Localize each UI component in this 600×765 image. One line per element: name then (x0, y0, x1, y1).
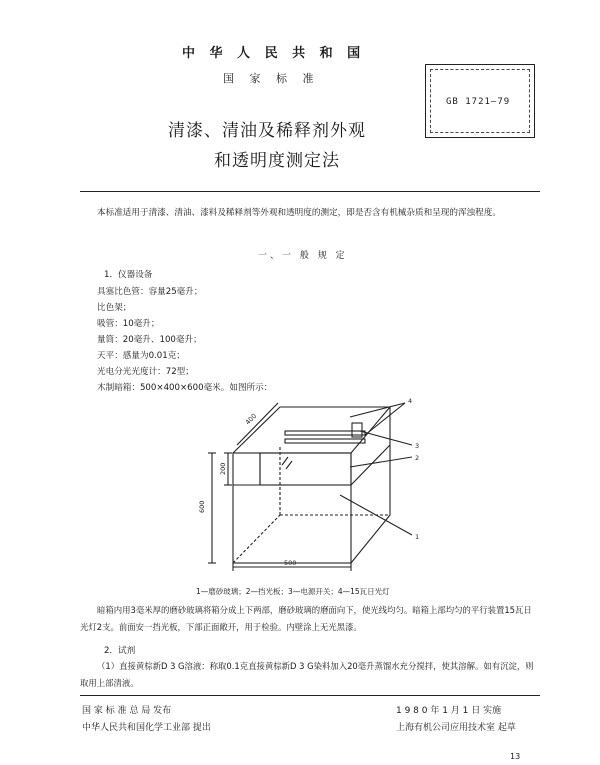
title-line-1: 清漆、清油及稀释剂外观 (168, 121, 366, 141)
effective-date: 1 9 8 0 年 1 月 1 日 实施 (396, 706, 502, 716)
reagent-subheading: 2．试剂 (104, 646, 136, 656)
frosted-glass-side (351, 445, 390, 485)
equipment-item: 具塞比色管：容量25毫升； (97, 287, 203, 297)
equipment-item: 木制暗箱：500×400×600毫米。如图所示： (97, 383, 273, 393)
equipment-item: 天平：感量为0.01克； (97, 351, 185, 361)
equipment-item: 量筒：20毫升、100毫升； (97, 335, 202, 345)
equipment-subheading: 1．仪器设备 (104, 270, 153, 280)
title-line-2: 和透明度测定法 (214, 151, 340, 171)
box-top-face (233, 407, 390, 453)
section-heading: 一、一 般 规 定 (258, 251, 348, 261)
label-2: 2 (415, 454, 420, 462)
box-description-paragraph: 暗箱内用3毫米厚的磨砂玻璃将箱分成上下两部，磨砂玻璃的磨面向下，使光线均匀。暗箱上部均匀的平行装置15瓦日光灯2支。前面安一挡光板，下部正面敞开，用于检验。内壁涂上无光黑漆。 (80, 605, 532, 632)
reagent-paragraph: （1）直接黄棕新D 3 G溶液：称取0.1克直接黄棕新D 3 G染料加入20毫升蒸馏水充分搅拌，使其溶解。如有沉淀，则取用上部清液。 (80, 661, 534, 688)
header-divider (80, 191, 540, 192)
issuer: 国 家 标 准 总 局 发布 (82, 706, 172, 716)
country-header: 中 华 人 民 共 和 国 (182, 46, 366, 61)
dim-width: 500 (284, 559, 297, 567)
equipment-item: 光电分光光度计：72型； (97, 367, 194, 377)
standard-code: GB 1721—79 (446, 97, 511, 107)
figure-caption: 1—磨砂玻璃；2—挡光板；3—电源开关；4—15瓦日光灯 (196, 587, 390, 596)
dim-top: 200 (219, 462, 227, 475)
dim-depth: 400 (243, 411, 259, 427)
dim-height: 600 (198, 500, 206, 513)
label-4: 4 (408, 397, 413, 405)
dark-box-figure (190, 395, 450, 585)
proposer: 中华人民共和国化学工业部 提出 (82, 723, 211, 733)
lamp-icon (285, 439, 365, 443)
page-number: 13 (510, 752, 521, 761)
label-3: 3 (415, 442, 420, 450)
equipment-item: 比色架； (97, 303, 132, 313)
shade-board (260, 453, 351, 485)
label-1: 1 (415, 533, 420, 541)
drafter: 上海有机公司应用技术室 起草 (396, 723, 516, 733)
equipment-item: 吸管：10毫升； (97, 319, 160, 329)
standard-type-header: 国 家 标 准 (223, 72, 320, 85)
intro-paragraph: 本标准适用于清漆、清油、漆料及稀释剂等外观和透明度的测定，即是否含有机械杂质和呈现的浑浊程度。 (97, 208, 501, 218)
lamp-icon (285, 431, 365, 435)
footer-divider (80, 695, 540, 696)
box-front-face (233, 453, 351, 563)
